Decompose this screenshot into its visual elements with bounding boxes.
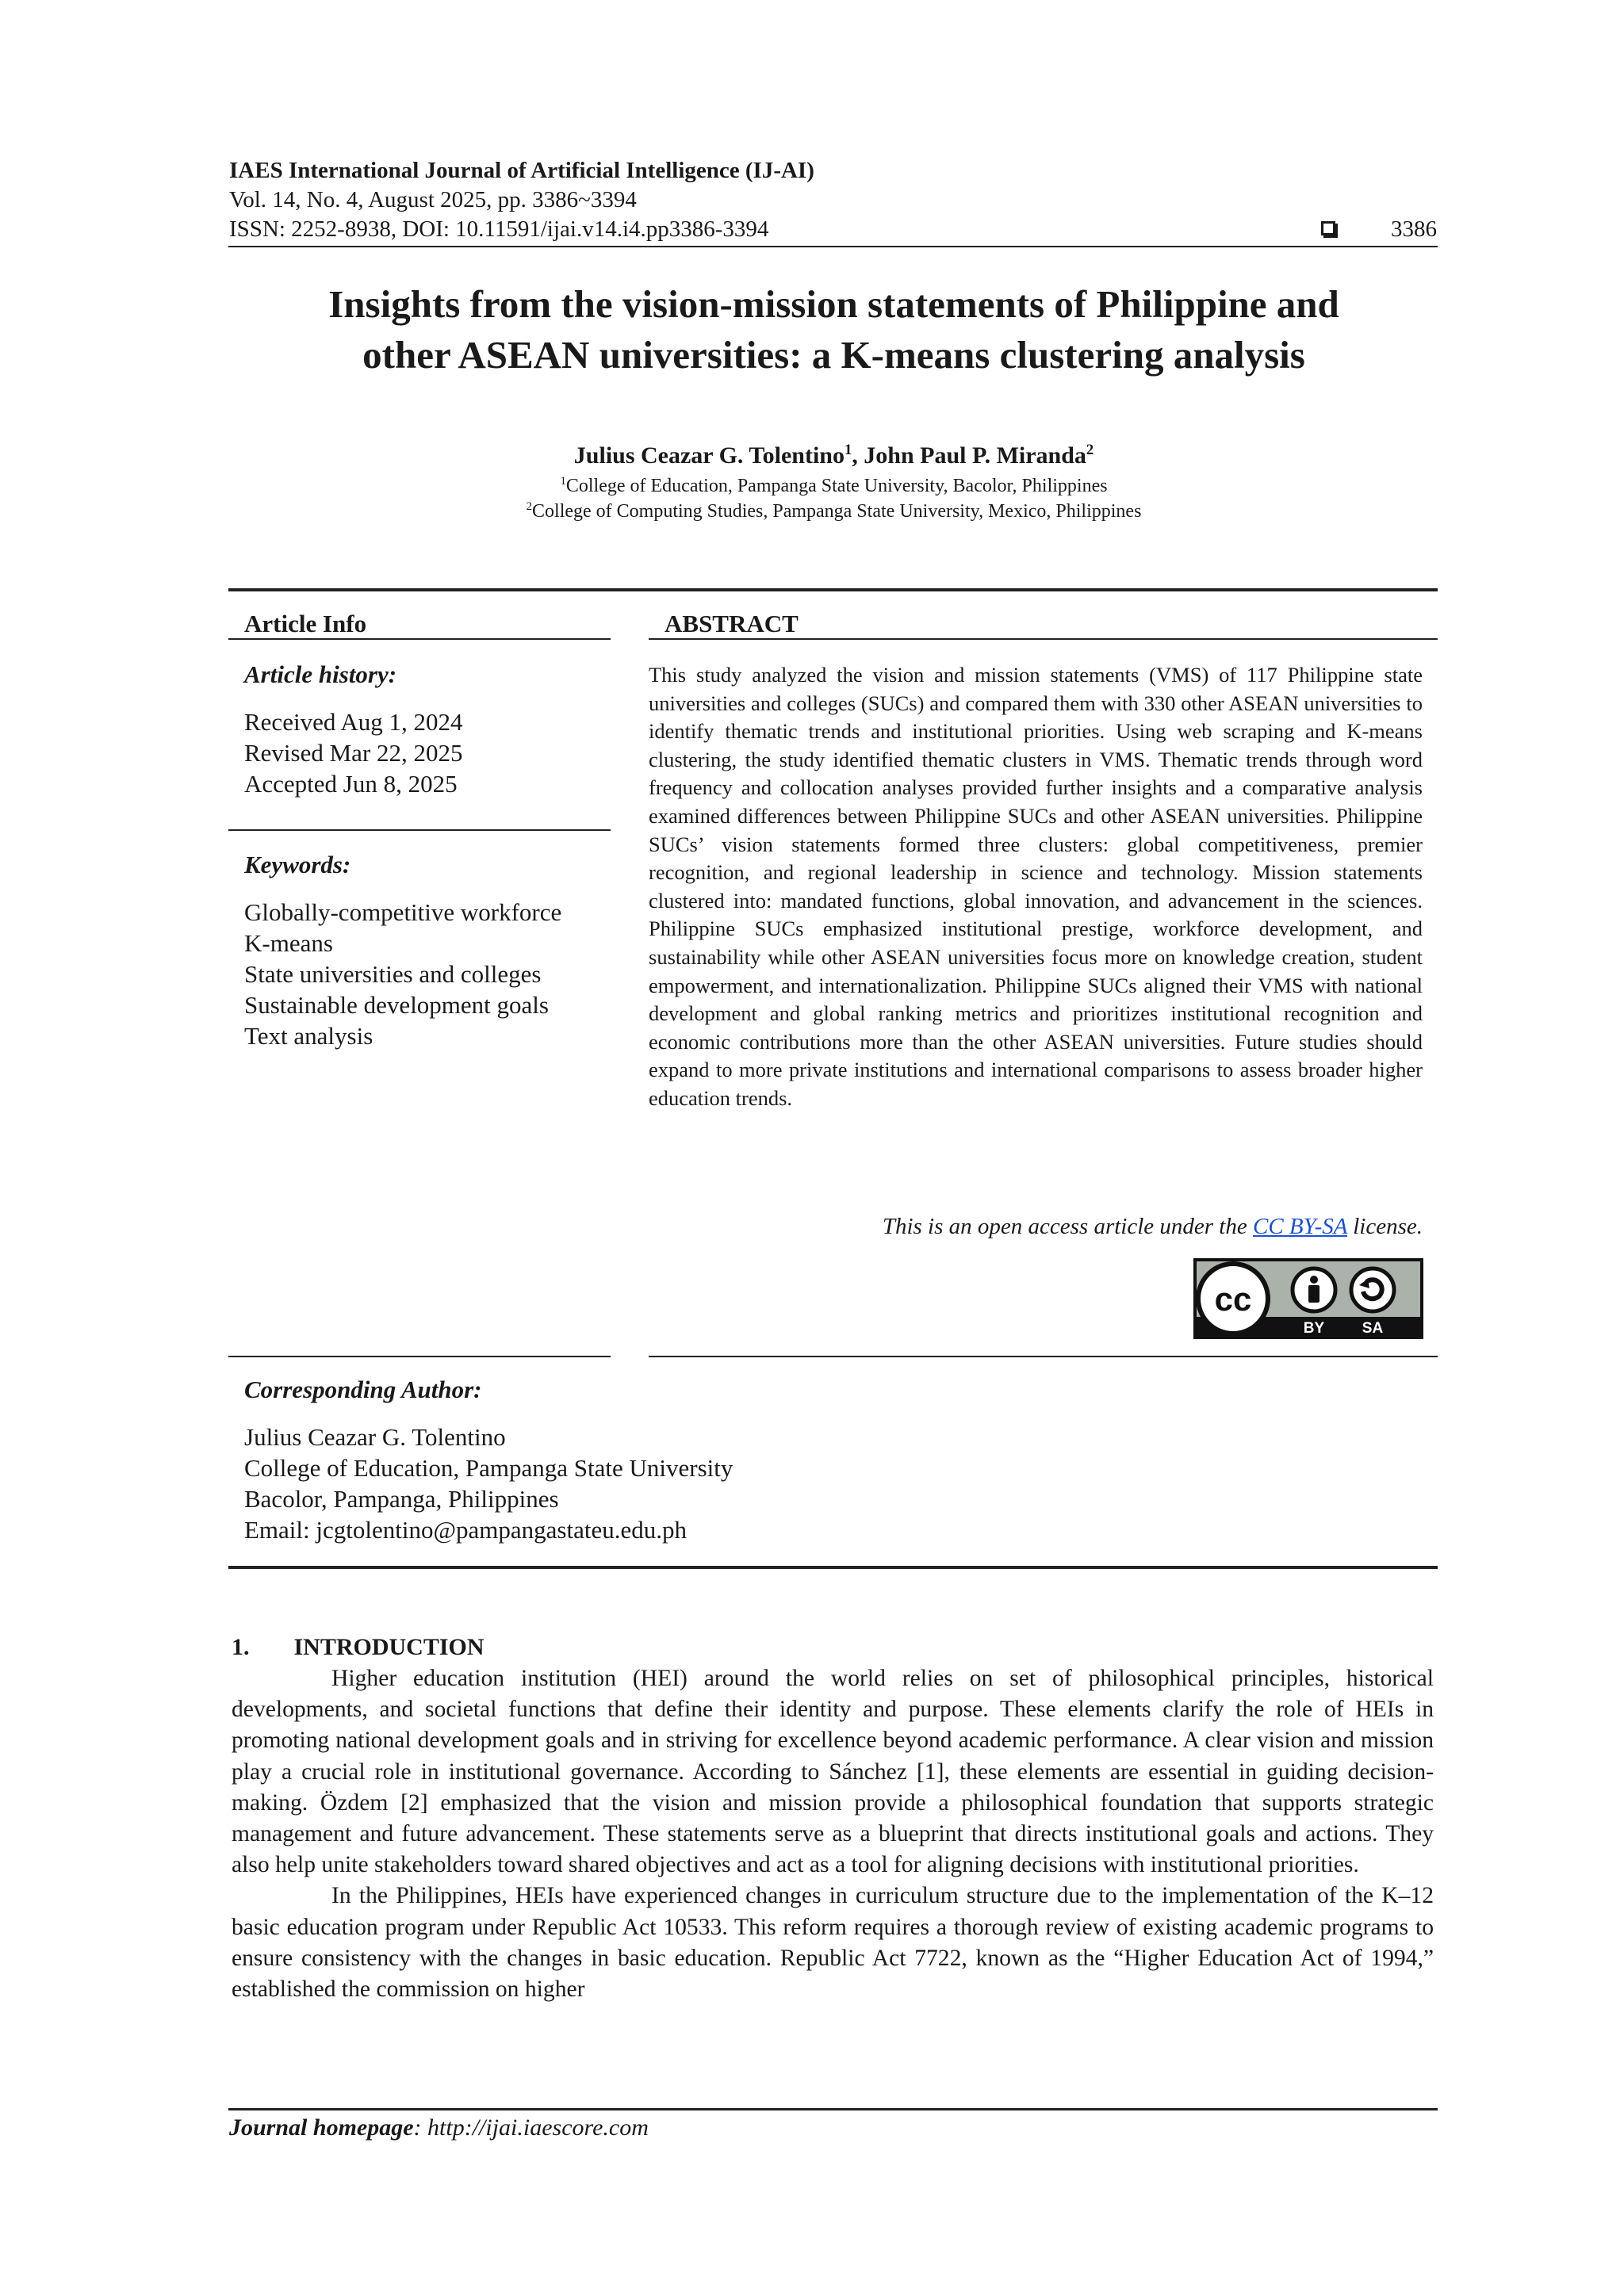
introduction-paragraph-2: In the Philippines, HEIs have experienced changes in curriculum structure due to the implementation of the K–12 basic education program under Republic Act 10533. This reform requires a thorough review of existing academic programs to ensure consistency with the changes in basic education. Republic Act 7722, known as the “Higher Education Act of 1994,” established the commission on higher — [232, 1883, 1434, 2003]
badge-by-label: BY — [1303, 1320, 1325, 1337]
info-bottom-rule-right — [649, 1356, 1438, 1357]
author-list — [229, 441, 1438, 471]
corresponding-author-email: Email: jcgtolentino@pampangastateu.edu.ph — [244, 1516, 687, 1544]
keyword-item: Sustainable development goals — [244, 991, 549, 1019]
open-access-prefix: This is an open access article under the — [882, 1214, 1253, 1239]
section-title: INTRODUCTION — [293, 1634, 485, 1660]
history-accepted: Accepted Jun 8, 2025 — [244, 770, 458, 798]
abstract-heading: ABSTRACT — [665, 610, 799, 637]
homepage-separator: : — [413, 2114, 428, 2141]
open-access-statement — [649, 1212, 1423, 1241]
article-history — [244, 706, 463, 799]
header-rule — [228, 246, 1438, 247]
affiliation-2 — [229, 499, 1438, 524]
author-1-affiliation-mark: 1 — [844, 442, 852, 458]
section-number: 1. — [232, 1634, 250, 1660]
page-number: 3386 — [1391, 216, 1437, 242]
info-box-top-rule — [228, 588, 1438, 591]
history-revised: Revised Mar 22, 2025 — [244, 739, 463, 767]
history-received: Received Aug 1, 2024 — [244, 708, 463, 736]
article-info-heading: Article Info — [244, 610, 367, 637]
affiliation-1 — [229, 474, 1438, 499]
keyword-item: State universities and colleges — [244, 960, 542, 988]
corresponding-author-details — [244, 1422, 733, 1545]
affiliation-1-text: College of Education, Pampanga State University, Bacolor, Philippines — [565, 476, 1108, 496]
journal-volume: Vol. 14, No. 4, August 2025, pp. 3386~3394 — [229, 187, 637, 212]
homepage-url[interactable]: http://ijai.iaescore.com — [427, 2114, 649, 2141]
corresponding-author-address: Bacolor, Pampanga, Philippines — [244, 1485, 559, 1513]
corresponding-author-department: College of Education, Pampanga State University — [244, 1454, 733, 1482]
author-1: Julius Ceazar G. Tolentino — [573, 442, 845, 469]
cc-by-sa-badge[interactable] — [1193, 1258, 1423, 1339]
author-2-affiliation-mark: 2 — [1086, 442, 1094, 458]
homepage-label: Journal homepage — [229, 2114, 414, 2141]
introduction-heading — [232, 1632, 485, 1663]
license-link[interactable]: CC BY-SA — [1253, 1214, 1347, 1239]
author-separator: , — [852, 442, 864, 469]
corresponding-author-name: Julius Ceazar G. Tolentino — [244, 1423, 506, 1451]
info-bottom-rule-left — [228, 1356, 611, 1357]
svg-text:cc: cc — [1214, 1280, 1252, 1318]
journal-name: IAES International Journal of Artificial Intelligence (IJ-AI) — [229, 158, 814, 183]
affiliation-2-text: College of Computing Studies, Pampanga State University, Mexico, Philippines — [532, 501, 1142, 522]
journal-issn-doi: ISSN: 2252-8938, DOI: 10.11591/ijai.v14.i4.pp3386-3394 — [229, 216, 769, 242]
keyword-item: Globally-competitive workforce — [244, 898, 562, 926]
keywords-rule — [228, 829, 611, 831]
article-history-heading: Article history: — [244, 660, 397, 688]
author-2: John Paul P. Miranda — [864, 442, 1086, 469]
title-line-2: other ASEAN universities: a K-means clustering analysis — [362, 333, 1305, 377]
paper-title — [229, 279, 1438, 381]
introduction-paragraph-1: Higher education institution (HEI) around the world relies on set of philosophical principles, historical developments, and societal functions that define their identity and purpose. These elements clarify the role of HEIs in promoting national development goals and in striving for excellence beyond academic performance. A clear vision and mission play a crucial role in institutional governance. According to Sánchez [1], these elements are essential in guiding decision-making. Özdem [2] emphasized that the vision and mission provide a philosophical foundation that supports strategic management and future advancement. These statements serve as a blueprint that directs institutional goals and actions. They also help unite stakeholders toward shared objectives and act as a tool for aligning decisions with institutional priorities. — [232, 1666, 1434, 1878]
title-line-1: Insights from the vision-mission statements of Philippine and — [328, 282, 1339, 326]
affiliation-1-mark: 1 — [560, 475, 566, 488]
open-access-suffix: license. — [1346, 1214, 1423, 1239]
info-box-bottom-rule — [228, 1566, 1438, 1569]
introduction-body — [232, 1663, 1434, 2005]
corresponding-author-heading: Corresponding Author: — [244, 1376, 482, 1403]
keyword-item: Text analysis — [244, 1022, 373, 1050]
footer-rule — [228, 2108, 1438, 2110]
keywords-heading: Keywords: — [244, 851, 351, 878]
abstract-text: This study analyzed the vision and mission statements (VMS) of 117 Philippine state universities and colleges (SUCs) and compared them with 330 other ASEAN universities to identify thematic trends and institutional priorities. Using web scraping and K-means clustering, the study identified thematic clusters in VMS. Thematic trends through word frequency and collocation analyses provided further insights and a comparative analysis examined differences between Philippine SUCs and other ASEAN universities. Philippine SUCs’ vision statements formed three clusters: global competitiveness, premier recognition, and regional leadership in science and technology. Mission statements clustered into: mandated functions, global innovation, and advancement in the sciences. Philippine SUCs emphasized institutional prestige, workforce development, and sustainability while other ASEAN universities focus more on knowledge creation, student empowerment, and internationalization. Philippine SUCs aligned their VMS with national development and global ranking metrics and prioritizes institutional recognition and economic contributions more than the other ASEAN universities. Future studies should expand to more private institutions and international comparisons to assess broader higher education trends. — [649, 663, 1423, 1110]
box-bullet-icon — [1321, 221, 1335, 235]
keywords-list — [244, 897, 561, 1051]
badge-sa-label: SA — [1362, 1320, 1384, 1337]
cc-by-sa-badge-graphic — [1193, 1258, 1423, 1339]
affiliation-2-mark: 2 — [526, 500, 533, 513]
journal-homepage — [229, 2114, 649, 2142]
keyword-item: K-means — [244, 929, 333, 957]
